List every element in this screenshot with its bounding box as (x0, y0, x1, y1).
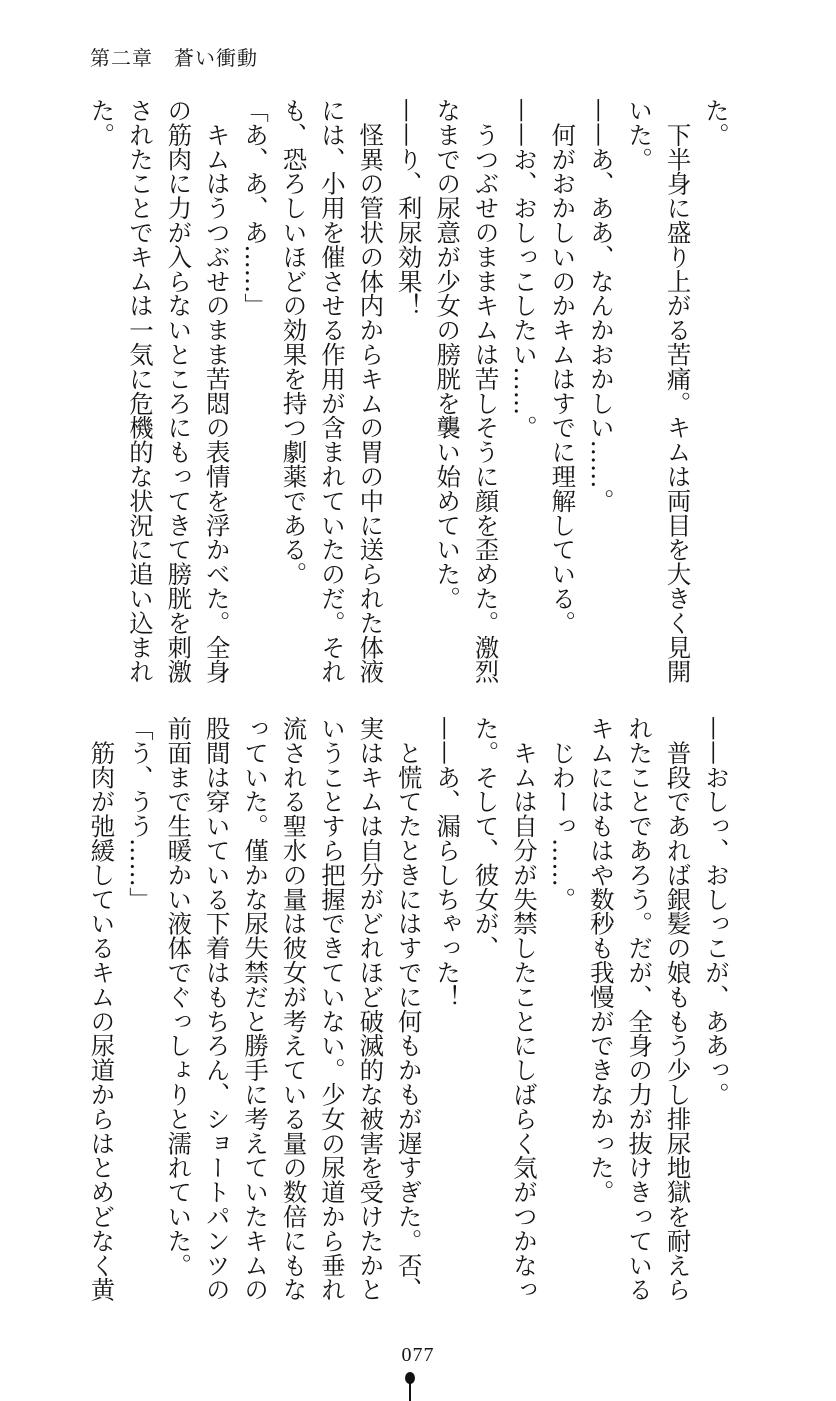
text-column: た。 (701, 98, 730, 147)
page-ornament-icon (405, 1372, 415, 1384)
text-column: も、恐ろしいほどの効果を持つ劇薬である。 (278, 98, 308, 586)
text-block-upper (79, 98, 734, 698)
text-column: キムは自分が失禁したことにしばらく気がつかなっ (508, 716, 538, 1302)
text-column: 何がおかしいのかキムはすでに理解している。 (547, 98, 577, 635)
text-column: た。そして、彼女が、 (470, 716, 500, 960)
text-column: ——おしっ、おしっこが、ああっ。 (701, 716, 730, 1107)
text-column: ——お、おしっこしたい……。 (508, 98, 538, 440)
text-column: うつぶせのままキムは苦しそうに顔を歪めた。激烈 (470, 98, 500, 684)
text-column: いうことすら把握できていない。少女の尿道から垂れ (316, 716, 346, 1302)
text-column: されたことでキムは一気に危機的な状況に追い込まれ (124, 98, 154, 684)
text-column: いた。 (624, 98, 654, 172)
text-column: 「あ、あ、あ……」 (240, 98, 270, 318)
text-column: キムにはもはや数秒も我慢ができなかった。 (585, 716, 615, 1204)
page-number: 077 (401, 1344, 435, 1366)
text-column: キムはうつぶせのまま苦悶の表情を浮かべた。全身 (201, 98, 231, 684)
text-column: 普段であれば銀髪の娘ももう少し排尿地獄を耐えら (662, 716, 692, 1302)
text-column: 実はキムは自分がどれほど破滅的な被害を受けたかと (355, 716, 385, 1302)
text-column: 流される聖水の量は彼女が考えている量の数倍にもな (278, 716, 308, 1302)
text-column: には、小用を催させる作用が含まれていたのだ。それ (316, 98, 346, 684)
running-header-chapter-title: 第二章 蒼い衝動 (90, 46, 258, 70)
text-column: れたことであろう。だが、全身の力が抜けきっている (624, 716, 654, 1302)
text-column: 前面まで生暖かい液体でぐっしょりと濡れていた。 (163, 716, 193, 1278)
text-column: 怪異の管状の体内からキムの胃の中に送られた体液 (355, 98, 385, 684)
text-column: ——あ、ああ、なんかおかしい……。 (585, 98, 615, 513)
text-column: 「う、うう……」 (124, 716, 154, 912)
text-column: ——あ、漏らしちゃった！ (432, 716, 462, 1009)
text-column: ——り、利尿効果！ (393, 98, 423, 318)
text-column: じわーっ……。 (547, 716, 577, 912)
text-block-lower (79, 716, 734, 1316)
text-column: と慌てたときにはすでに何もかもが遅すぎた。否、 (393, 716, 423, 1302)
text-column: 下半身に盛り上がる苦痛。キムは両目を大きく見開 (662, 98, 692, 684)
text-column: の筋肉に力が入らないところにもってきて膀胱を刺激 (163, 98, 193, 684)
text-column: っていた。僅かな尿失禁だと勝手に考えていたキムの (240, 716, 270, 1302)
text-column: 筋肉が弛緩しているキムの尿道からはとめどなく黄 (86, 716, 116, 1302)
text-column: 股間は穿いている下着はもちろん、ショートパンツの (201, 716, 231, 1302)
text-column: なまでの尿意が少女の膀胱を襲い始めていた。 (432, 98, 462, 611)
text-column: た。 (86, 98, 116, 147)
